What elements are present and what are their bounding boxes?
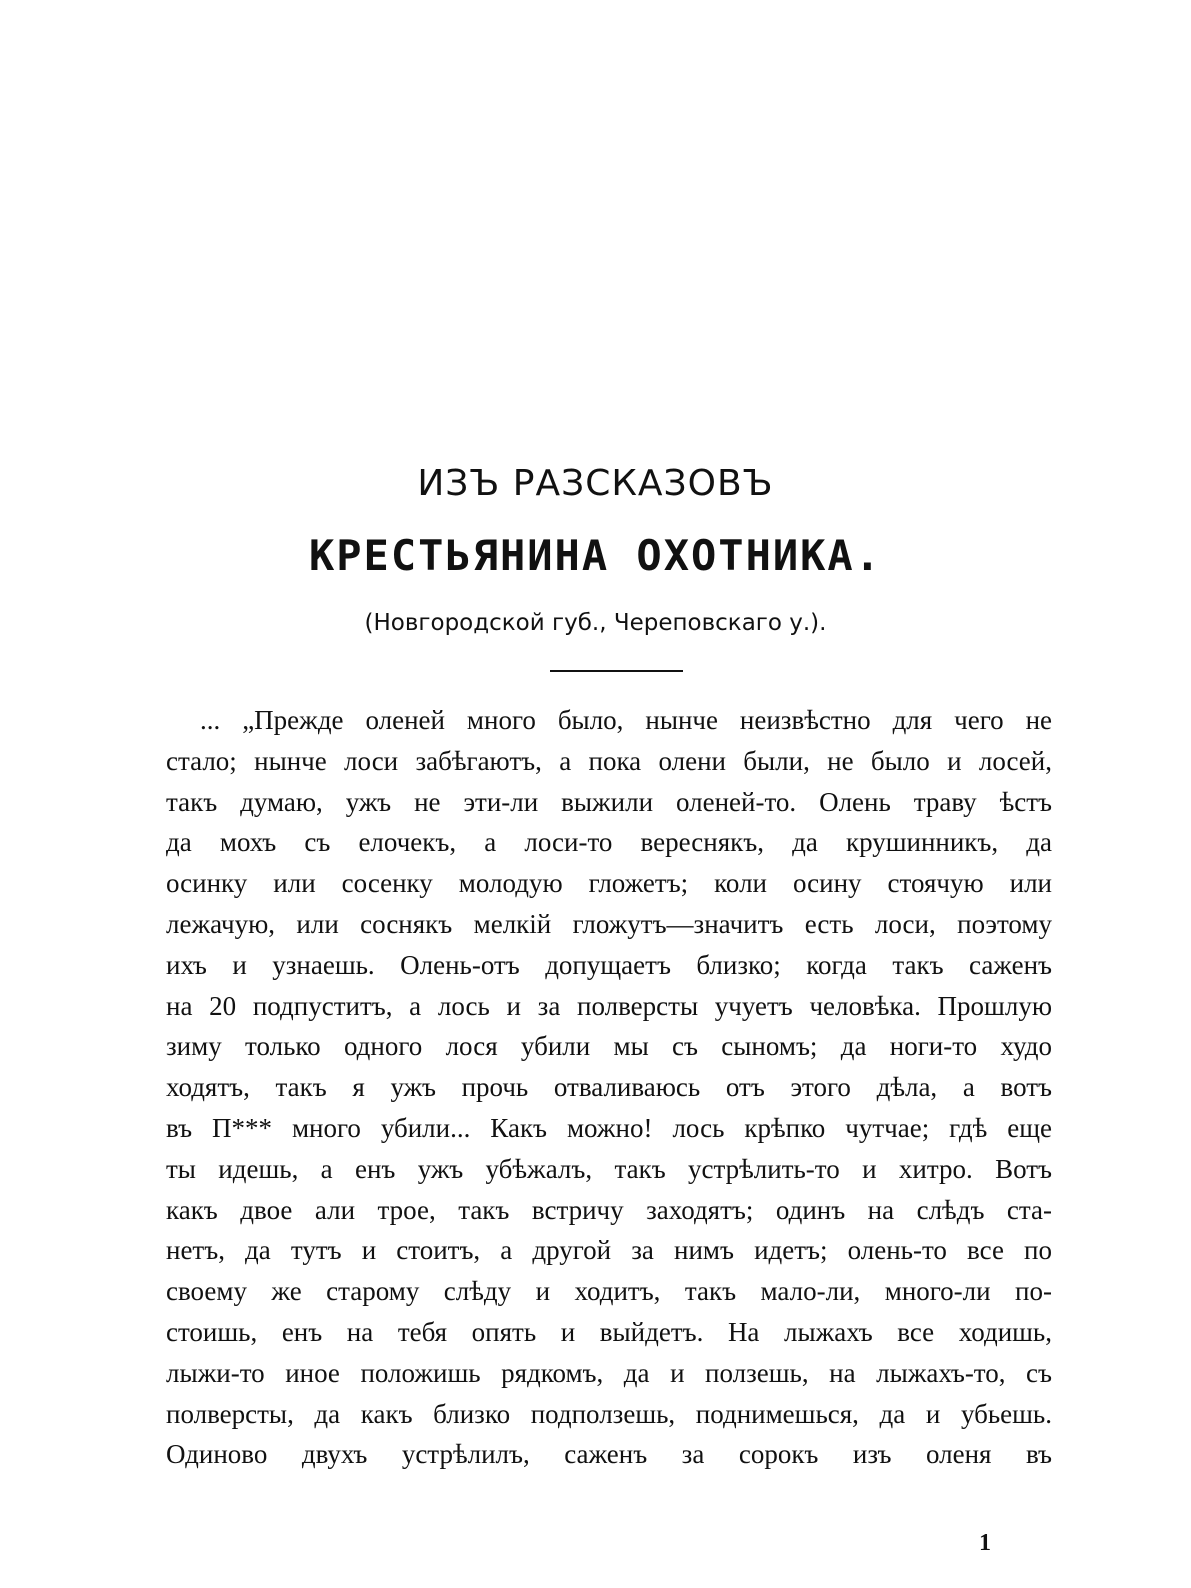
text-line: стало; нынче лоси забѣгаютъ, а пока олени были, не было и лосей,: [166, 745, 1052, 776]
text-line: въ П*** много убили... Какъ можно! лось крѣпко чутчае; гдѣ еще: [166, 1112, 1052, 1143]
body-text: [166, 700, 1052, 1475]
text-line: нетъ, да тутъ и стоитъ, а другой за нимъ идетъ; олень-то все по: [166, 1235, 1052, 1266]
text-line: осинку или сосенку молодую гложетъ; коли осину стоячую или: [166, 868, 1052, 899]
text-line: ходятъ, такъ я ужъ прочь отваливаюсь отъ этого дѣла, а вотъ: [166, 1072, 1052, 1103]
title-line-1: ИЗЪ РАЗСКАЗОВЪ: [417, 463, 774, 504]
text-line: стоишь, енъ на тебя опять и выйдетъ. На лыжахъ все ходишь,: [166, 1316, 1052, 1347]
subtitle: (Новгородской губ., Череповскаго у.).: [364, 610, 827, 636]
title-line-2: КРЕСТЬЯНИНА ОХОТНИКА.: [308, 531, 882, 580]
page-number: 1: [979, 1530, 991, 1556]
text-line: лежачую, или соснякъ мелкій гложутъ—значитъ есть лоси, поэтому: [166, 908, 1052, 939]
text-line: ты идешь, а енъ ужъ убѣжалъ, такъ устрѣлить-то и хитро. Вотъ: [166, 1153, 1052, 1184]
text-line: да мохъ съ елочекъ, а лоси-то вереснякъ, да крушинникъ, да: [166, 827, 1052, 858]
text-line: Одиново двухъ устрѣлилъ, саженъ за сорокъ изъ оленя въ: [166, 1439, 1052, 1470]
text-line: полверсты, да какъ близко подползешь, поднимешься, да и убьешь.: [166, 1398, 1052, 1429]
text-line: своему же старому слѣду и ходитъ, такъ мало-ли, много-ли по-: [166, 1276, 1052, 1307]
text-line: зиму только одного лося убили мы съ сыномъ; да ноги-то худо: [166, 1031, 1052, 1062]
text-line: какъ двое али трое, такъ встричу заходятъ; одинъ на слѣдъ ста-: [166, 1194, 1052, 1225]
text-line: такъ думаю, ужъ не эти-ли выжили оленей-то. Олень траву ѣстъ: [166, 786, 1052, 817]
separator-rule: [550, 670, 683, 672]
text-line: на 20 подпуститъ, а лось и за полверсты учуетъ человѣка. Прошлую: [166, 990, 1052, 1021]
text-line: ихъ и узнаешь. Олень-отъ допущаетъ близко; когда такъ саженъ: [166, 949, 1052, 980]
text-line: лыжи-то иное положишь рядкомъ, да и ползешь, на лыжахъ-то, съ: [166, 1357, 1052, 1388]
text-line: ... „Прежде оленей много было, нынче неизвѣстно для чего не: [200, 705, 1052, 735]
